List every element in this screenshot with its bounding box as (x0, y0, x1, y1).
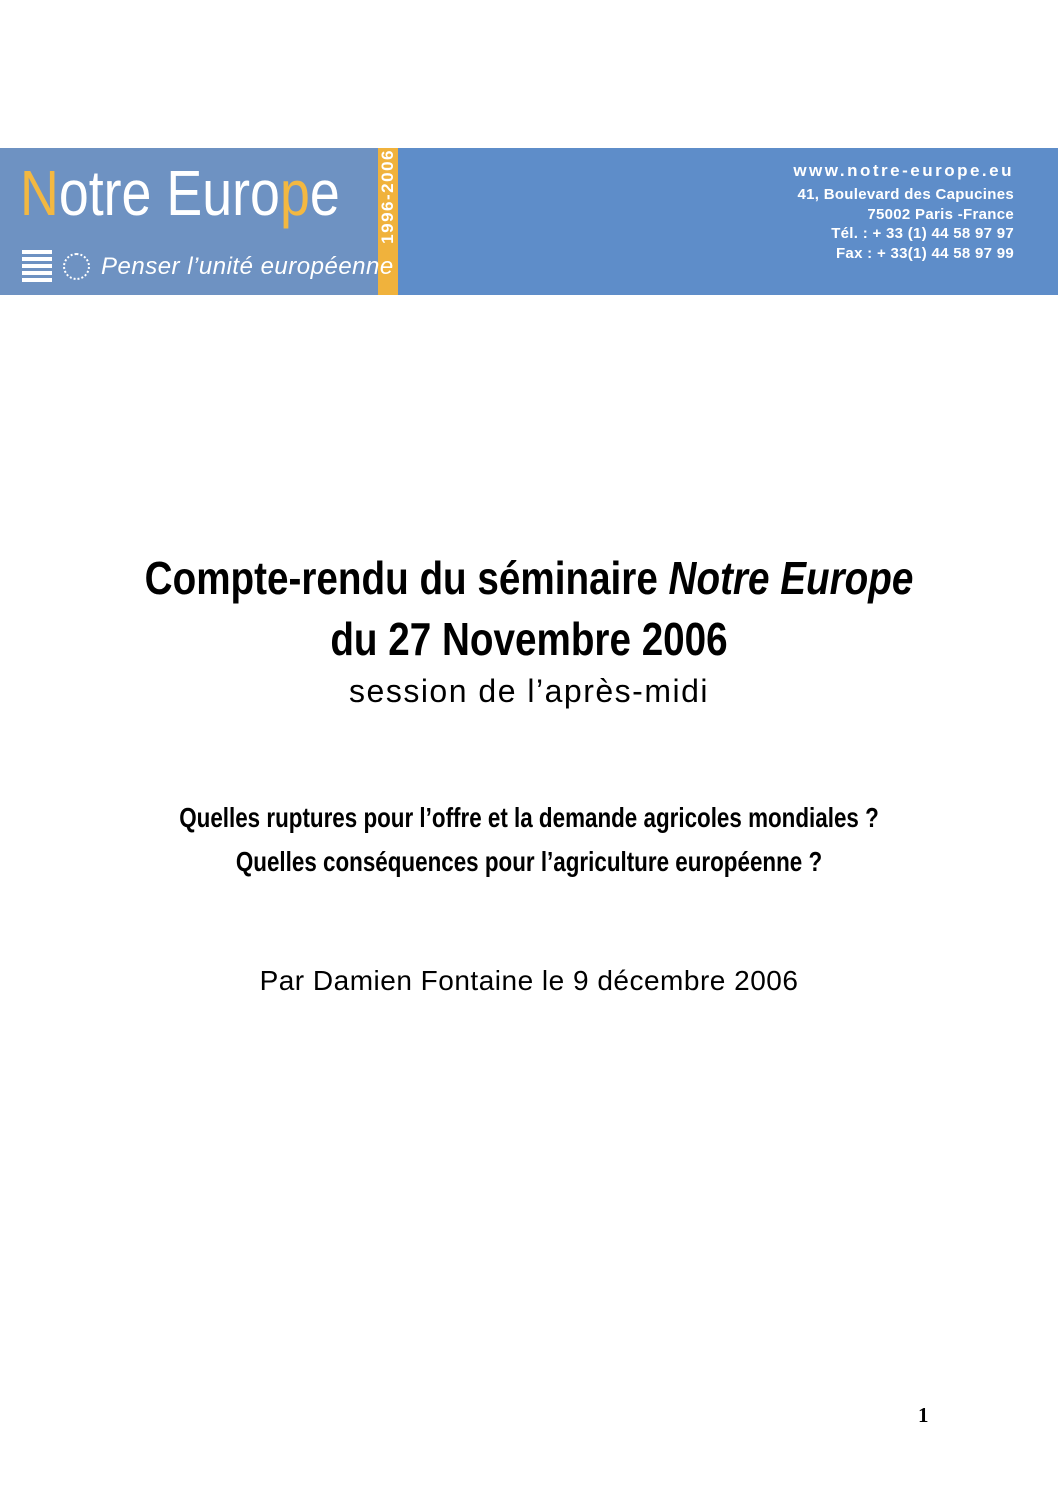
address-line-2: 75002 Paris -France (867, 205, 1014, 223)
anniversary-years: 1996-2006 (378, 149, 397, 244)
address-line-1: 41, Boulevard des Capucines (797, 186, 1014, 203)
author-byline: Par Damien Fontaine le 9 décembre 2006 (259, 965, 799, 996)
contact-info (398, 148, 1058, 263)
contact-block (398, 148, 1058, 295)
brand-text-end: e (309, 157, 340, 229)
document-title-line-1 (85, 551, 974, 605)
document-subtitle-session: session de l’après-midi (349, 673, 709, 709)
document-title-line-2: du 27 Novembre 2006 (330, 613, 728, 665)
seminar-question-2: Quelles conséquences pour l’agriculture européenne ? (235, 846, 823, 877)
eu-stars-circle-icon (63, 253, 90, 280)
title-regular-part: Compte-rendu du séminaire (144, 552, 669, 604)
title-italic-part: Notre Europe (668, 552, 914, 604)
brand-wordmark (20, 156, 340, 230)
seminar-question-1: Quelles ruptures pour l’offre et la demande agricoles mondiales ? (179, 802, 879, 833)
brand-text-mid: otre Euro (58, 157, 280, 229)
brand-letter-p: p (279, 157, 310, 229)
fax-line: Fax : + 33(1) 44 58 97 99 (835, 244, 1014, 262)
phone-line: Tél. : + 33 (1) 44 58 97 97 (831, 225, 1014, 242)
brand-tagline: Penser l’unité européenne (101, 252, 394, 280)
stripes-logo-icon (22, 250, 52, 283)
letterhead-banner (0, 148, 1058, 295)
logo-tagline-row (22, 250, 394, 283)
brand-letter-n: N (20, 157, 59, 229)
page-number: 1 (918, 1403, 929, 1427)
website-url: www.notre-europe.eu (793, 161, 1014, 180)
